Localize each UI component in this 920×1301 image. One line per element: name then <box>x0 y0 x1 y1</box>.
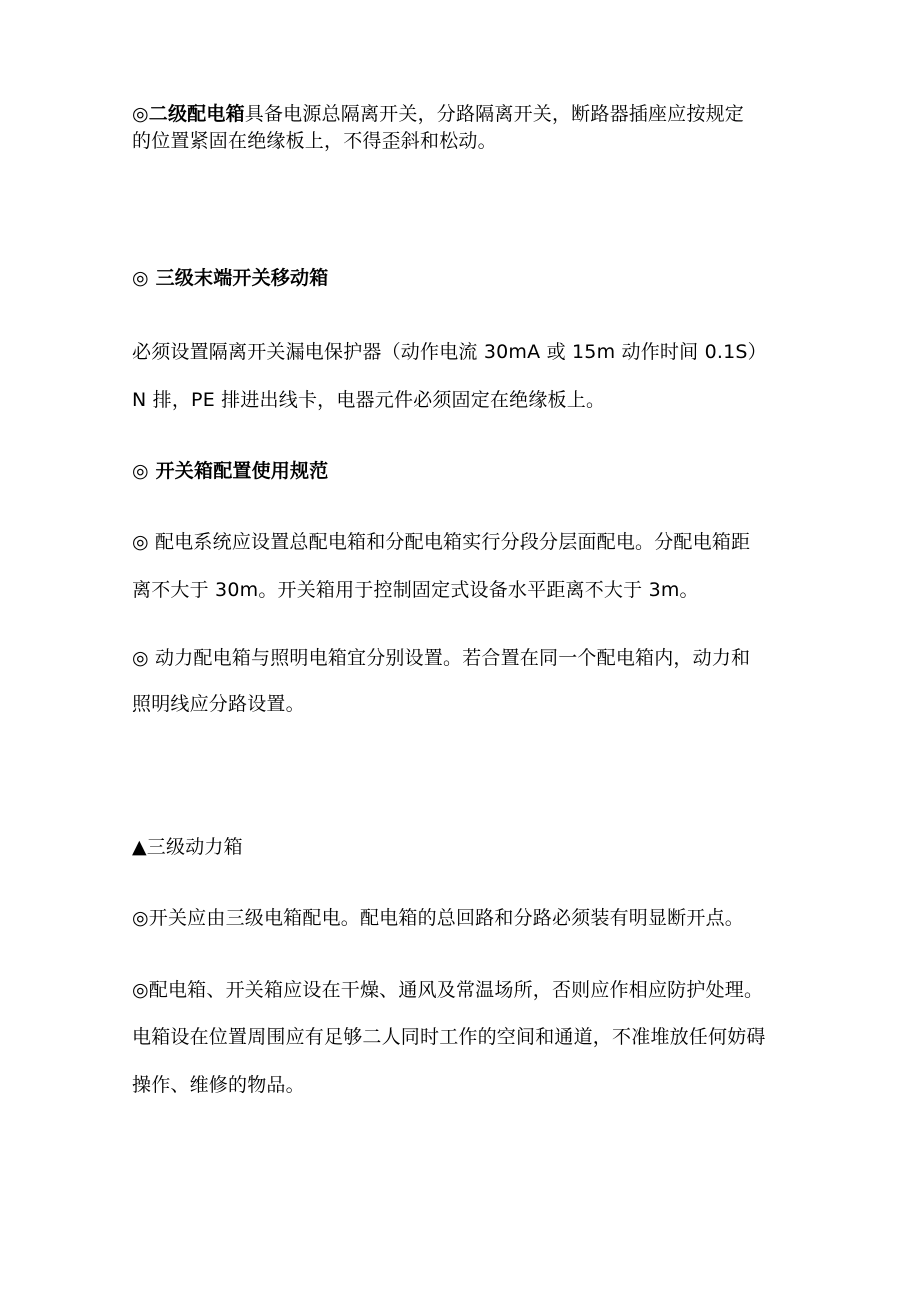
paragraph-secondary-box-line2: 的位置紧固在绝缘板上，不得歪斜和松动。 <box>132 130 497 152</box>
paragraph-tertiary-line2: N 排，PE 排进出线卡，电器元件必须固定在绝缘板上。 <box>132 389 606 411</box>
paragraph-location-line3: 操作、维修的物品。 <box>132 1074 305 1096</box>
paragraph-location-line2: 电箱设在位置周围应有足够二人同时工作的空间和通道，不准堆放任何妨碍 <box>132 1026 766 1048</box>
heading-switch-box-usage: ◎ 开关箱配置使用规范 <box>132 460 329 482</box>
paragraph-switch-line1: ◎开关应由三级电箱配电。配电箱的总回路和分路必须装有明显断开点。 <box>132 907 744 929</box>
secondary-box-text: 具备电源总隔离开关，分路隔离开关，断路器插座应按规定 <box>244 103 744 125</box>
heading-tertiary-switch-box: ◎ 三级末端开关移动箱 <box>132 267 329 289</box>
paragraph-location-line1: ◎配电箱、开关箱应设在干燥、通风及常温场所，否则应作相应防护处理。 <box>132 979 764 1001</box>
paragraph-secondary-box-line1 <box>132 102 744 126</box>
paragraph-distribution-line1: ◎ 配电系统应设置总配电箱和分配电箱实行分段分层面配电。分配电箱距 <box>132 531 751 553</box>
paragraph-distribution-line2: 离不大于 30m。开关箱用于控制固定式设备水平距离不大于 3m。 <box>132 579 699 601</box>
heading-power-box: ▲三级动力箱 <box>132 836 243 858</box>
secondary-box-heading: ◎二级配电箱 <box>132 103 245 125</box>
paragraph-power-lighting-line2: 照明线应分路设置。 <box>132 693 305 715</box>
paragraph-power-lighting-line1: ◎ 动力配电箱与照明电箱宜分别设置。若合置在同一个配电箱内，动力和 <box>132 647 751 669</box>
paragraph-tertiary-line1: 必须设置隔离开关漏电保护器（动作电流 30mA 或 15m 动作时间 0.1S） <box>132 341 767 363</box>
